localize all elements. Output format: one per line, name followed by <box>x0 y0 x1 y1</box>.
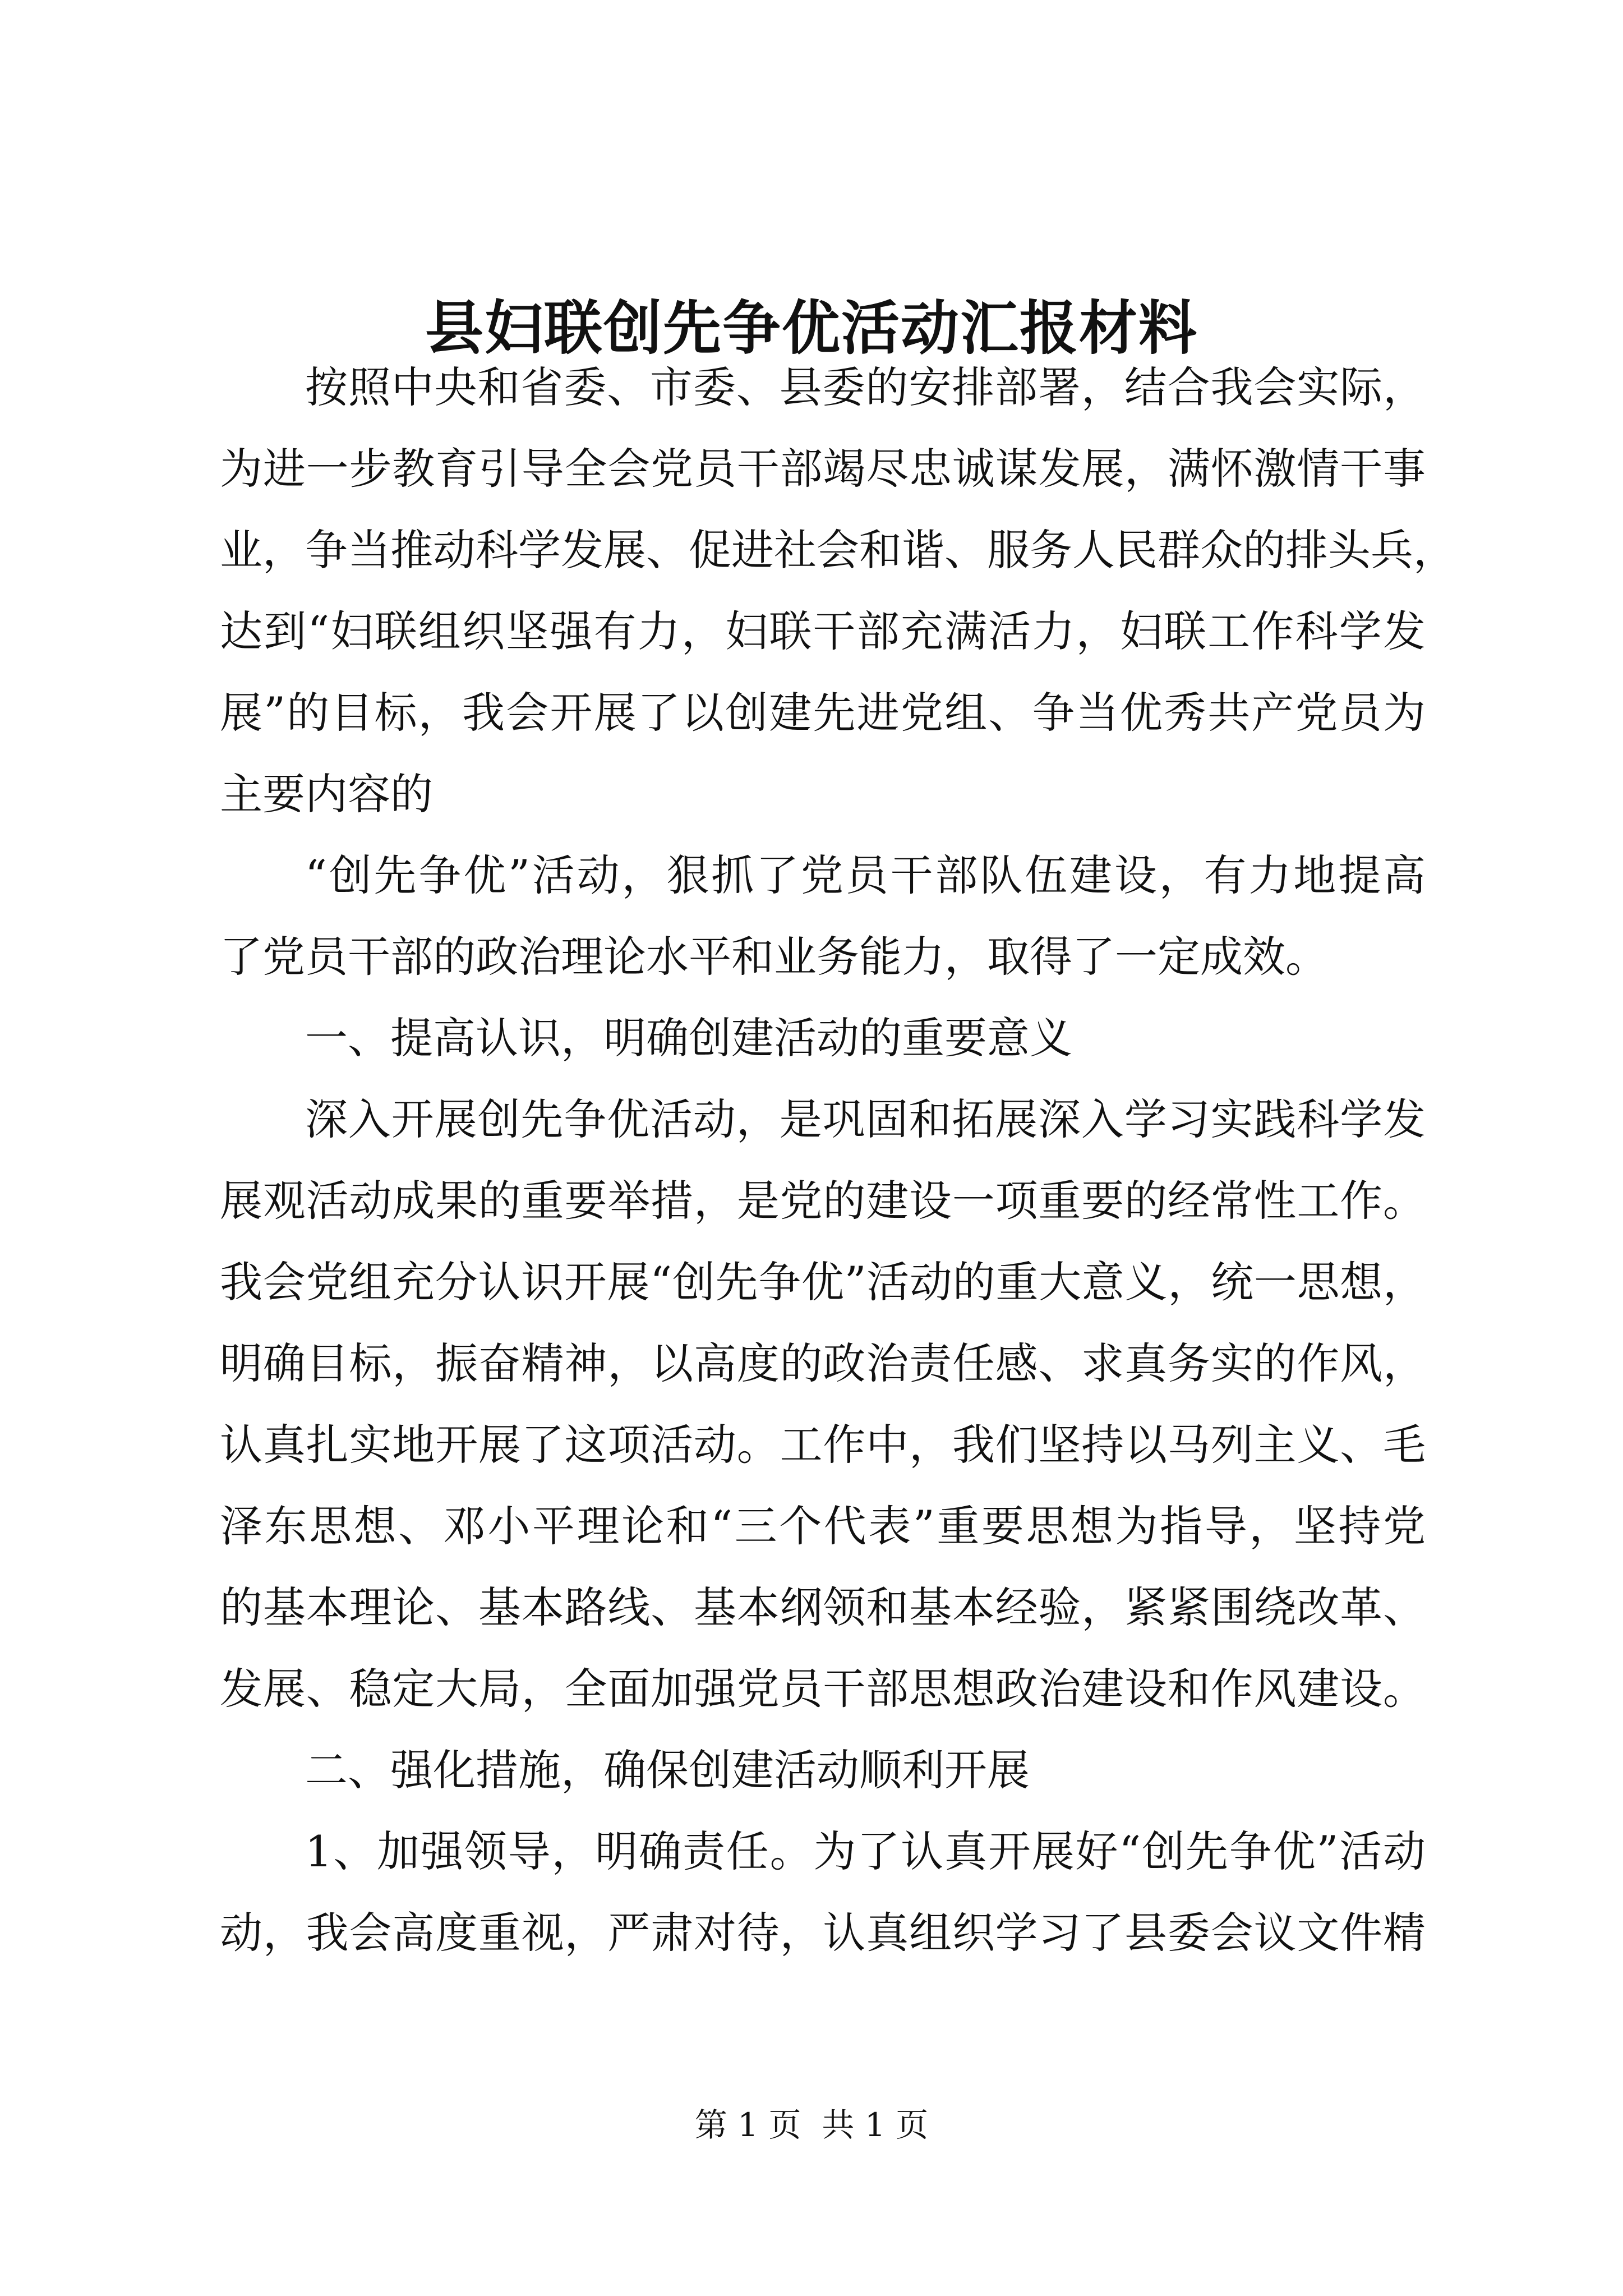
text-line: 泽东思想、邓小平理论和“三个代表”重要思想为指导，坚持党 <box>220 1501 1426 1551</box>
text-line: “创先争优”活动，狠抓了党员干部队伍建设，有力地提高 <box>305 850 1426 900</box>
text-line: 了党员干部的政治理论水平和业务能力，取得了一定成效。 <box>220 932 1328 982</box>
text-line: 展”的目标，我会开展了以创建先进党组、争当优秀共产党员为 <box>220 688 1426 738</box>
text-line: 1、加强领导，明确责任。为了认真开展好“创先争优”活动 <box>305 1826 1426 1876</box>
text-line: 动，我会高度重视，严肃对待，认真组织学习了县委会议文件精 <box>220 1908 1426 1958</box>
text-line: 达到“妇联组织坚强有力，妇联干部充满活力，妇联工作科学发 <box>220 606 1426 656</box>
section-heading: 一、提高认识，明确创建活动的重要意义 <box>305 1013 1072 1063</box>
text-line: 我会党组充分认识开展“创先争优”活动的重大意义，统一思想， <box>220 1257 1426 1307</box>
text-line: 明确目标，振奋精神，以高度的政治责任感、求真务实的作风， <box>220 1338 1426 1388</box>
text-line: 发展、稳定大局，全面加强党员干部思想政治建设和作风建设。 <box>220 1664 1426 1714</box>
text-line: 为进一步教育引导全会党员干部竭尽忠诚谋发展，满怀激情干事 <box>220 444 1426 494</box>
text-line: 深入开展创先争优活动，是巩固和拓展深入学习实践科学发 <box>305 1094 1426 1144</box>
document-body <box>220 347 1456 1973</box>
page-footer: 第 1 页 共 1 页 <box>694 2106 929 2144</box>
section-heading: 二、强化措施，确保创建活动顺利开展 <box>305 1745 1030 1795</box>
text-line: 认真扎实地开展了这项活动。工作中，我们坚持以马列主义、毛 <box>220 1420 1426 1470</box>
text-line: 的基本理论、基本路线、基本纲领和基本经验，紧紧围绕改革、 <box>220 1582 1426 1632</box>
text-line: 业，争当推动科学发展、促进社会和谐、服务人民群众的排头兵， <box>220 525 1456 575</box>
document-title: 县妇联创先争优活动汇报材料 <box>425 293 1198 362</box>
text-line: 主要内容的 <box>220 769 433 819</box>
text-line: 按照中央和省委、市委、县委的安排部署，结合我会实际， <box>305 362 1426 412</box>
text-line: 展观活动成果的重要举措，是党的建设一项重要的经常性工作。 <box>220 1176 1426 1226</box>
